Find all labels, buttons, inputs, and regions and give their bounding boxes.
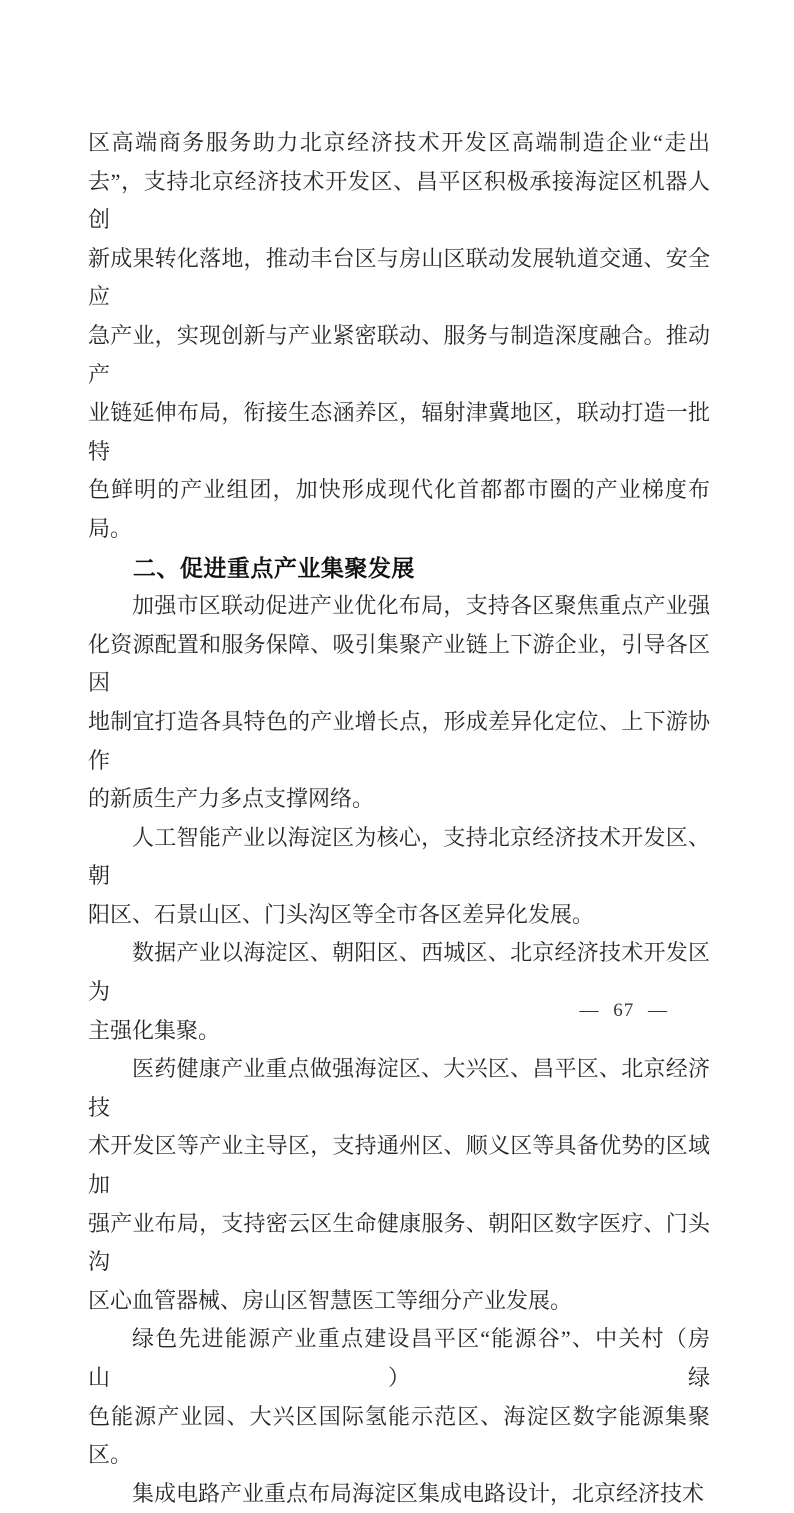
text-line: 化资源配置和服务保障、吸引集聚产业链上下游企业，引导各区因	[88, 631, 710, 696]
paragraph-medical-health-industry	[88, 1050, 710, 1320]
text-line: 区心血管器械、房山区智慧医工等细分产业发展。	[88, 1287, 573, 1313]
paragraph-green-energy-industry	[88, 1320, 710, 1474]
paragraph-data-industry	[88, 934, 710, 1050]
text-line: 新成果转化落地，推动丰台区与房山区联动发展轨道交通、安全应	[88, 245, 710, 310]
text-line: 术开发区等产业主导区，支持通州区、顺义区等具备优势的区域加	[88, 1133, 710, 1198]
text-line: 阳区、石景山区、门头沟区等全市各区差异化发展。	[88, 901, 595, 927]
text-line: 加强市区联动促进产业优化布局，支持各区聚焦重点产业强	[132, 593, 710, 619]
text-line: 色能源产业园、大兴区国际氢能示范区、海淀区数字能源集聚区。	[88, 1403, 710, 1468]
text-line: 的新质生产力多点支撑网络。	[88, 786, 375, 812]
paragraph-continuation	[88, 124, 710, 549]
text-line: 区高端商务服务助力北京经济技术开发区高端制造企业“走出	[88, 130, 710, 155]
document-body	[88, 124, 710, 1513]
text-line: 色鲜明的产业组团，加快形成现代化首都都市圈的产业梯度布局。	[88, 477, 710, 541]
paragraph-ai-industry	[88, 819, 710, 935]
text-line: 绿色先进能源产业重点建设昌平区“能源谷”、中关村（房山）绿	[88, 1326, 710, 1390]
paragraph-integrated-circuit-industry	[88, 1475, 710, 1513]
text-line: 人工智能产业以海淀区为核心，支持北京经济技术开发区、朝	[88, 824, 710, 889]
text-line: 业链延伸布局，衔接生态涵养区，辐射津冀地区，联动打造一批特	[88, 400, 710, 464]
text-line: 主强化集聚。	[88, 1017, 221, 1043]
page-footer	[580, 999, 669, 1023]
text-line: 医药健康产业重点做强海淀区、大兴区、昌平区、北京经济技	[88, 1056, 710, 1120]
text-line: 集成电路产业重点布局海淀区集成电路设计，北京经济技术	[132, 1480, 705, 1506]
text-line: 强产业布局，支持密云区生命健康服务、朝阳区数字医疗、门头沟	[88, 1210, 710, 1275]
text-line: 去”，支持北京经济技术开发区、昌平区积极承接海淀区机器人创	[88, 168, 710, 233]
paragraph-overview	[88, 587, 710, 819]
section-heading: 二、促进重点产业集聚发展	[132, 554, 415, 581]
text-line: 急产业，实现创新与产业紧密联动、服务与制造深度融合。推动产	[88, 322, 710, 387]
text-line: 地制宜打造各具特色的产业增长点，形成差异化定位、上下游协作	[88, 708, 710, 773]
page-number: — 67 —	[579, 1000, 668, 1021]
text-line: 数据产业以海淀区、朝阳区、西城区、北京经济技术开发区为	[88, 940, 710, 1005]
